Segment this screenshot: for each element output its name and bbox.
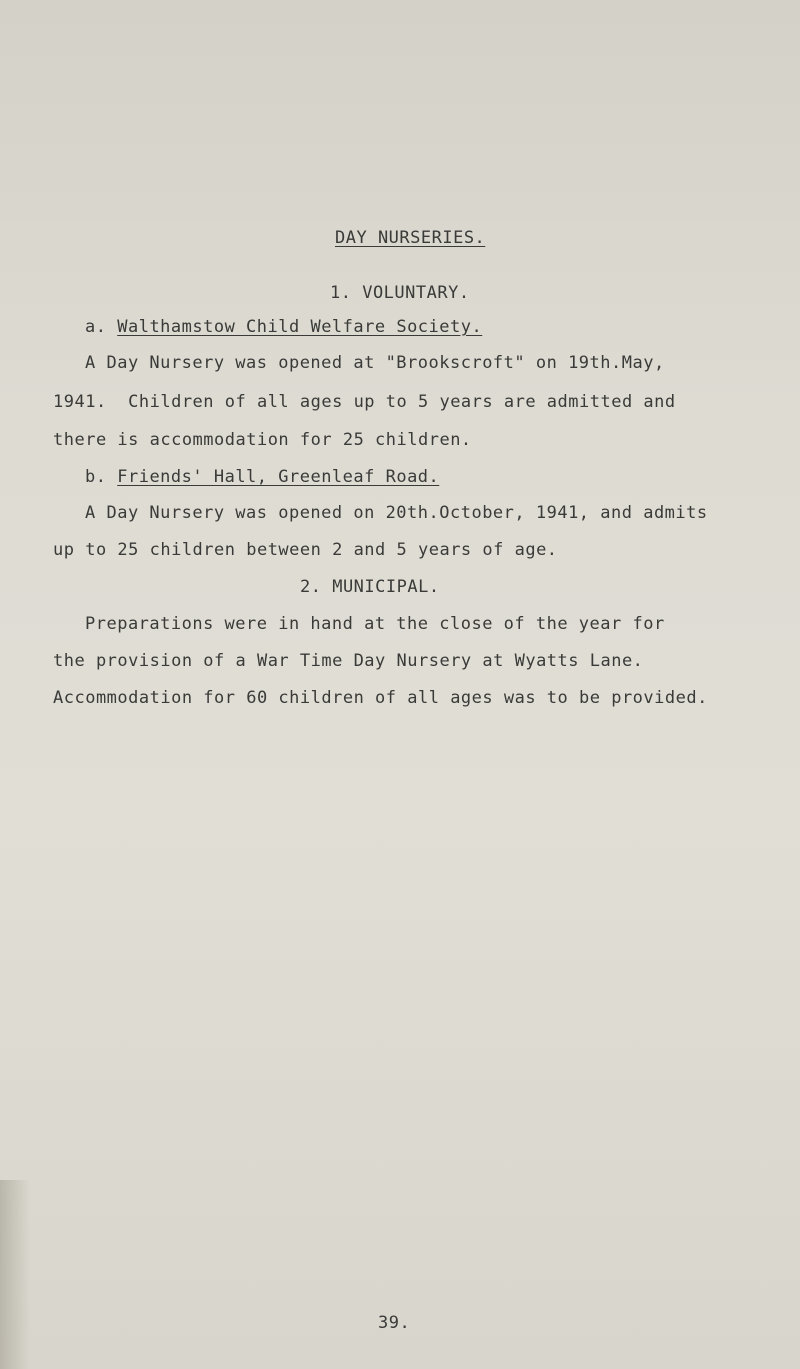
section-voluntary-heading: 1. VOLUNTARY. (330, 283, 470, 303)
subsection-b-line-1: A Day Nursery was opened on 20th.October, 1941, and admits (85, 503, 708, 523)
subsection-b-line-2: up to 25 children between 2 and 5 years of age. (53, 540, 558, 560)
section-municipal-line-3: Accommodation for 60 children of all ages was to be provided. (53, 688, 708, 708)
subsection-a-title (85, 317, 482, 337)
page-edge-shadow (0, 1180, 30, 1369)
subsection-a-line-3: there is accommodation for 25 children. (53, 430, 472, 450)
subsection-a-line-1: A Day Nursery was opened at "Brookscroft" on 19th.May, (85, 353, 665, 373)
subsection-b-marker: b. (85, 467, 107, 487)
subsection-a-name: Walthamstow Child Welfare Society. (117, 317, 483, 337)
subsection-a-marker: a. (85, 317, 107, 337)
section-municipal-heading: 2. MUNICIPAL. (300, 577, 440, 597)
section-municipal-line-2: the provision of a War Time Day Nursery at Wyatts Lane. (53, 651, 644, 671)
subsection-b-title (85, 467, 439, 487)
section-municipal-line-1: Preparations were in hand at the close of the year for (85, 614, 665, 634)
subsection-b-name: Friends' Hall, Greenleaf Road. (117, 467, 440, 487)
document-title: DAY NURSERIES. (335, 228, 486, 248)
page-number: 39. (378, 1313, 411, 1333)
subsection-a-line-2: 1941. Children of all ages up to 5 years are admitted and (53, 392, 676, 412)
